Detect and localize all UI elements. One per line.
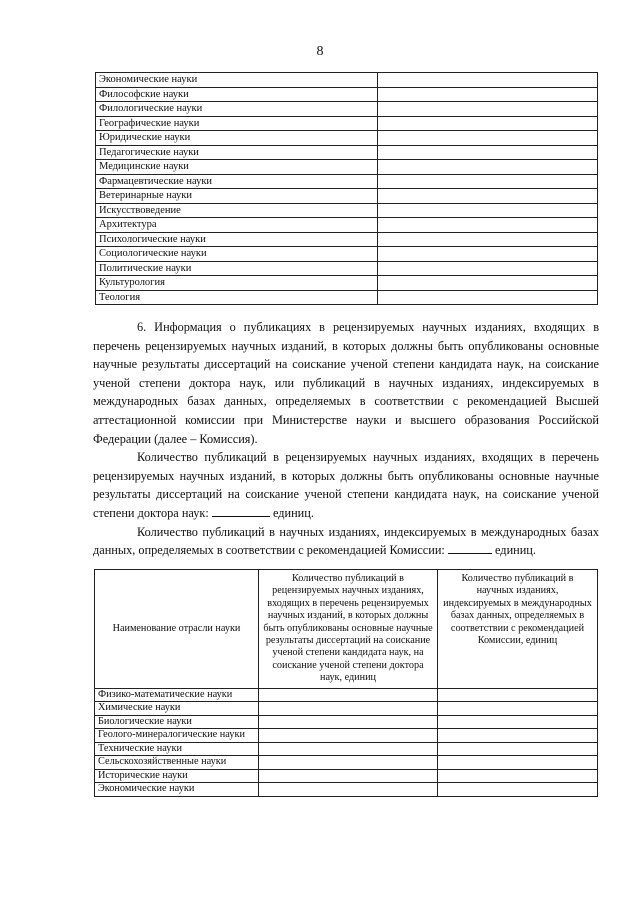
indexed-count-cell[interactable]	[438, 715, 598, 729]
header-indexed-count: Количество публикаций в научных изданиях, индексируемых в международных базах данных, определяемых в соответствии с рекомендацией Комиссии, единиц	[438, 570, 598, 689]
header-branch-name: Наименование отрасли науки	[95, 570, 259, 689]
table-row	[95, 783, 598, 797]
value-cell[interactable]	[378, 87, 598, 102]
table-row	[96, 102, 598, 117]
branch-name-cell: Химические науки	[95, 702, 259, 716]
table-row	[96, 174, 598, 189]
value-cell[interactable]	[378, 73, 598, 88]
review-count-cell[interactable]	[259, 783, 438, 797]
table-header-row	[95, 570, 598, 689]
branch-name-cell: Политические науки	[96, 261, 378, 276]
count-indexed-paragraph: Количество публикаций в научных изданиях, индексируемых в международных базах данных, определяемых в соответствии с рекомендацией Комиссии: единиц.	[93, 524, 599, 558]
review-count-cell[interactable]	[259, 729, 438, 743]
branch-name-cell: Геолого-минералогические науки	[95, 729, 259, 743]
table-row	[96, 73, 598, 88]
indexed-count-cell[interactable]	[438, 756, 598, 770]
header-review-count: Количество публикаций в рецензируемых научных изданиях, входящих в перечень рецензируемых научных изданий, в которых должны быть опубликованы основные научные результаты диссертаций на соискание ученой степени кандидата наук, на соискание ученой степени доктора наук, единиц	[259, 570, 438, 689]
section-6-text	[93, 318, 599, 560]
branch-name-cell: Ветеринарные науки	[96, 189, 378, 204]
branch-name-cell: Фармацевтические науки	[96, 174, 378, 189]
value-cell[interactable]	[378, 174, 598, 189]
table-row	[96, 261, 598, 276]
table-row	[95, 742, 598, 756]
branch-name-cell: Психологические науки	[96, 232, 378, 247]
value-cell[interactable]	[378, 247, 598, 262]
count-indexed-blank[interactable]	[448, 542, 492, 554]
review-count-cell[interactable]	[259, 688, 438, 702]
branch-name-cell: Педагогические науки	[96, 145, 378, 160]
review-count-cell[interactable]	[259, 702, 438, 716]
value-cell[interactable]	[378, 131, 598, 146]
value-cell[interactable]	[378, 160, 598, 175]
branch-name-cell: Исторические науки	[95, 769, 259, 783]
value-cell[interactable]	[378, 276, 598, 291]
count-review-blank[interactable]	[212, 505, 270, 517]
table-row	[96, 116, 598, 131]
table-row	[96, 290, 598, 305]
indexed-count-cell[interactable]	[438, 702, 598, 716]
publications-table	[94, 569, 598, 797]
table-row	[95, 702, 598, 716]
table-row	[96, 247, 598, 262]
review-count-cell[interactable]	[259, 715, 438, 729]
table-row	[96, 232, 598, 247]
table-row	[95, 769, 598, 783]
branch-name-cell: Физико-математические науки	[95, 688, 259, 702]
table-row	[96, 276, 598, 291]
value-cell[interactable]	[378, 232, 598, 247]
table-row	[96, 218, 598, 233]
indexed-count-cell[interactable]	[438, 688, 598, 702]
review-count-cell[interactable]	[259, 769, 438, 783]
branch-name-cell: Сельскохозяйственные науки	[95, 756, 259, 770]
branch-name-cell: Культурология	[96, 276, 378, 291]
value-cell[interactable]	[378, 290, 598, 305]
table-row	[96, 203, 598, 218]
branch-name-cell: Социологические науки	[96, 247, 378, 262]
value-cell[interactable]	[378, 218, 598, 233]
table-row	[95, 756, 598, 770]
branch-name-cell: Философские науки	[96, 87, 378, 102]
branch-name-cell: Архитектура	[96, 218, 378, 233]
review-count-cell[interactable]	[259, 742, 438, 756]
table-row	[96, 145, 598, 160]
value-cell[interactable]	[378, 261, 598, 276]
indexed-count-cell[interactable]	[438, 769, 598, 783]
section-6-paragraph: 6. Информация о публикациях в рецензируемых научных изданиях, входящих в перечень рецензируемых научных изданий, в которых должны быть опубликованы основные научные результаты диссертаций на соискание ученой степени кандидата наук, на соискание ученой степени доктора наук, или публикаций в научных изданиях, индексируемых в международных базах данных, определяемых в соответствии с рекомендацией Высшей аттестационной комиссии при Министерстве науки и высшего образования Российской Федерации (далее – Комиссия).	[93, 320, 599, 446]
table-row	[95, 715, 598, 729]
table-row	[96, 131, 598, 146]
indexed-count-cell[interactable]	[438, 783, 598, 797]
review-count-cell[interactable]	[259, 756, 438, 770]
indexed-count-cell[interactable]	[438, 742, 598, 756]
branch-name-cell: Географические науки	[96, 116, 378, 131]
indexed-count-cell[interactable]	[438, 729, 598, 743]
branch-name-cell: Теология	[96, 290, 378, 305]
branch-name-cell: Филологические науки	[96, 102, 378, 117]
value-cell[interactable]	[378, 145, 598, 160]
science-branches-table	[95, 72, 598, 305]
page-number: 8	[316, 44, 324, 59]
table-row	[96, 87, 598, 102]
branch-name-cell: Медицинские науки	[96, 160, 378, 175]
value-cell[interactable]	[378, 189, 598, 204]
table-row	[96, 189, 598, 204]
value-cell[interactable]	[378, 203, 598, 218]
branch-name-cell: Технические науки	[95, 742, 259, 756]
branch-name-cell: Биологические науки	[95, 715, 259, 729]
table-row	[96, 160, 598, 175]
value-cell[interactable]	[378, 102, 598, 117]
branch-name-cell: Искусствоведение	[96, 203, 378, 218]
branch-name-cell: Юридические науки	[96, 131, 378, 146]
branch-name-cell: Экономические науки	[95, 783, 259, 797]
table-row	[95, 688, 598, 702]
table-row	[95, 729, 598, 743]
count-review-paragraph: Количество публикаций в рецензируемых научных изданиях, входящих в перечень рецензируемых научных изданий, в которых должны быть опубликованы основные научные результаты диссертаций на соискание ученой степени кандидата наук, на соискание ученой степени доктора наук: единиц.	[93, 450, 599, 520]
branch-name-cell: Экономические науки	[96, 73, 378, 88]
value-cell[interactable]	[378, 116, 598, 131]
